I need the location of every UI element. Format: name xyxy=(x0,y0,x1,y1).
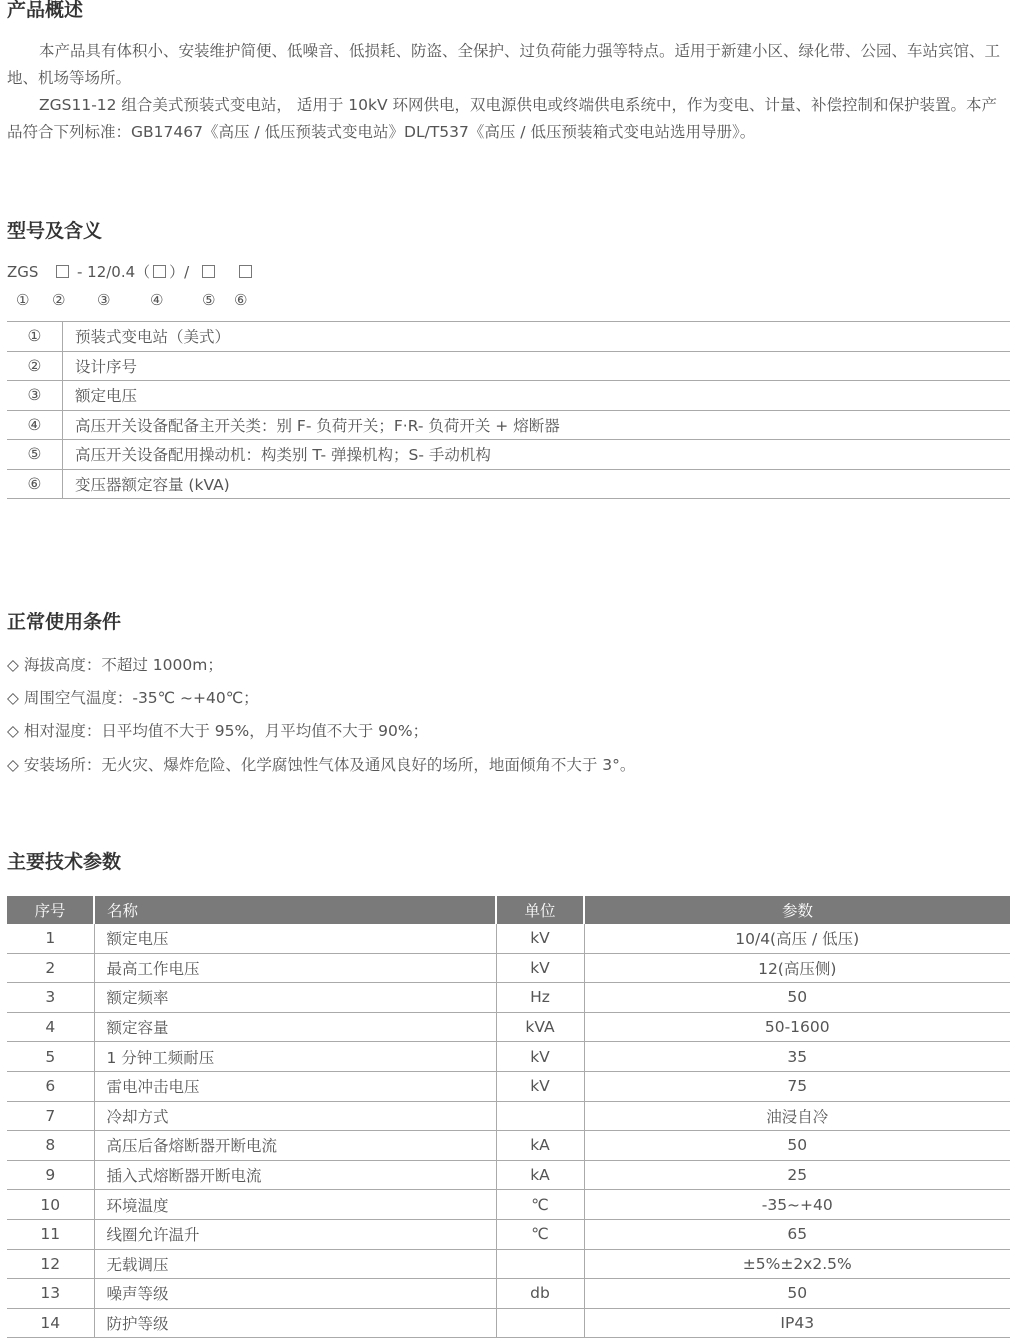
cell-value: -35~+40 xyxy=(584,1190,1010,1220)
cell-index: 5 xyxy=(7,1042,94,1072)
table-row xyxy=(7,1160,1010,1190)
condition-item: ◇ 相对湿度：日平均值不大于 95%，月平均值不大于 90%； xyxy=(7,722,429,740)
cell-unit: kA xyxy=(496,1160,584,1190)
table-row xyxy=(7,1071,1010,1101)
cell-name: 冷却方式 xyxy=(94,1101,496,1131)
conditions-title: 正常使用条件 xyxy=(7,611,122,633)
overview-paragraph-1: 本产品具有体积小、安装维护简便、低噪音、低损耗、防盗、全保护、过负荷能力强等特点。适用于新建小区、绿化带、公园、车站宾馆、工地、机场等场所。 xyxy=(7,42,1001,87)
table-row xyxy=(7,322,1010,352)
cell-unit: kA xyxy=(496,1131,584,1161)
cell-index: 11 xyxy=(7,1219,94,1249)
cell-index: 3 xyxy=(7,983,94,1013)
row-number: ④ xyxy=(7,410,63,440)
cell-value: ±5%±2x2.5% xyxy=(584,1249,1010,1279)
cell-index: 12 xyxy=(7,1249,94,1279)
table-row xyxy=(7,983,1010,1013)
cell-value: 25 xyxy=(584,1160,1010,1190)
model-title: 型号及含义 xyxy=(7,220,103,242)
cell-value: 12(高压侧) xyxy=(584,953,1010,983)
cell-index: 2 xyxy=(7,953,94,983)
cell-name: 环境温度 xyxy=(94,1190,496,1220)
condition-item: ◇ 海拔高度：不超过 1000m； xyxy=(7,656,223,674)
params-table xyxy=(7,896,1010,1338)
table-row xyxy=(7,1012,1010,1042)
cell-unit xyxy=(496,1249,584,1279)
table-row xyxy=(7,410,1010,440)
model-close: ）/ xyxy=(169,263,190,281)
cell-index: 6 xyxy=(7,1071,94,1101)
cell-name: 插入式熔断器开断电流 xyxy=(94,1160,496,1190)
cell-name: 额定容量 xyxy=(94,1012,496,1042)
cell-index: 14 xyxy=(7,1308,94,1338)
cell-unit xyxy=(496,1308,584,1338)
placeholder-box-icon xyxy=(202,265,215,278)
placeholder-box-icon xyxy=(153,265,166,278)
model-prefix: ZGS xyxy=(7,263,39,281)
table-row xyxy=(7,1131,1010,1161)
model-circle-4: ④ xyxy=(150,291,164,309)
row-text: 高压开关设备配用操动机：构类别 T- 弹操机构；S- 手动机构 xyxy=(63,440,1011,470)
cell-value: 65 xyxy=(584,1219,1010,1249)
table-row xyxy=(7,1101,1010,1131)
cell-value: 50 xyxy=(584,1131,1010,1161)
cell-index: 1 xyxy=(7,924,94,953)
params-title: 主要技术参数 xyxy=(7,851,122,873)
table-row xyxy=(7,381,1010,411)
model-circle-5: ⑤ xyxy=(202,291,216,309)
cell-index: 8 xyxy=(7,1131,94,1161)
table-row xyxy=(7,351,1010,381)
cell-name: 噪声等级 xyxy=(94,1279,496,1309)
cell-index: 10 xyxy=(7,1190,94,1220)
model-circle-3: ③ xyxy=(97,291,111,309)
cell-name: 防护等级 xyxy=(94,1308,496,1338)
model-code xyxy=(7,260,255,284)
table-row xyxy=(7,1308,1010,1338)
cell-value: 75 xyxy=(584,1071,1010,1101)
cell-name: 最高工作电压 xyxy=(94,953,496,983)
cell-unit: kV xyxy=(496,1042,584,1072)
cell-value: 35 xyxy=(584,1042,1010,1072)
row-number: ⑥ xyxy=(7,469,63,499)
table-row xyxy=(7,1279,1010,1309)
table-header-row xyxy=(7,896,1010,924)
model-circle-6: ⑥ xyxy=(234,291,248,309)
placeholder-box-icon xyxy=(56,265,69,278)
table-row xyxy=(7,924,1010,953)
cell-name: 额定频率 xyxy=(94,983,496,1013)
cell-unit: db xyxy=(496,1279,584,1309)
row-text: 变压器额定容量 (kVA) xyxy=(63,469,1011,499)
table-row xyxy=(7,1249,1010,1279)
cell-name: 雷电冲击电压 xyxy=(94,1071,496,1101)
model-mid: - 12/0.4（ xyxy=(76,263,151,281)
cell-name: 线圈允许温升 xyxy=(94,1219,496,1249)
table-row xyxy=(7,1219,1010,1249)
condition-item: ◇ 安装场所：无火灾、爆炸危险、化学腐蚀性气体及通风良好的场所，地面倾角不大于 3°。 xyxy=(7,756,636,774)
cell-index: 4 xyxy=(7,1012,94,1042)
header-unit: 单位 xyxy=(496,896,584,924)
cell-unit xyxy=(496,1101,584,1131)
header-name: 名称 xyxy=(94,896,496,924)
row-number: ③ xyxy=(7,381,63,411)
overview-text xyxy=(7,38,1011,146)
cell-value: 50 xyxy=(584,1279,1010,1309)
cell-index: 13 xyxy=(7,1279,94,1309)
placeholder-box-icon xyxy=(239,265,252,278)
cell-value: 50-1600 xyxy=(584,1012,1010,1042)
cell-index: 7 xyxy=(7,1101,94,1131)
cell-name: 高压后备熔断器开断电流 xyxy=(94,1131,496,1161)
row-number: ⑤ xyxy=(7,440,63,470)
model-circle-1: ① xyxy=(16,291,30,309)
overview-paragraph-2: ZGS11-12 组合美式预装式变电站， 适用于 10kV 环网供电，双电源供电或终端供电系统中，作为变电、计量、补偿控制和保护装置。本产品符合下列标准：GB17467《高压 / 低压预装式变电站》DL/T537《高压 / 低压预装箱式变电站选用导册》。 xyxy=(7,96,998,141)
row-number: ① xyxy=(7,322,63,352)
row-text: 设计序号 xyxy=(63,351,1011,381)
row-text: 高压开关设备配备主开关类：别 F- 负荷开关；F·R- 负荷开关 + 熔断器 xyxy=(63,410,1011,440)
overview-title: 产品概述 xyxy=(7,0,84,21)
cell-name: 1 分钟工频耐压 xyxy=(94,1042,496,1072)
header-value: 参数 xyxy=(584,896,1010,924)
row-text: 额定电压 xyxy=(63,381,1011,411)
table-row xyxy=(7,1190,1010,1220)
condition-item: ◇ 周围空气温度：-35℃ ~+40℃； xyxy=(7,689,259,707)
cell-unit: Hz xyxy=(496,983,584,1013)
table-row xyxy=(7,953,1010,983)
table-row xyxy=(7,440,1010,470)
cell-value: 油浸自冷 xyxy=(584,1101,1010,1131)
cell-value: 50 xyxy=(584,983,1010,1013)
table-row xyxy=(7,469,1010,499)
cell-name: 额定电压 xyxy=(94,924,496,953)
table-row xyxy=(7,1042,1010,1072)
cell-unit: kV xyxy=(496,953,584,983)
model-circle-2: ② xyxy=(52,291,66,309)
cell-value: IP43 xyxy=(584,1308,1010,1338)
cell-unit: ℃ xyxy=(496,1190,584,1220)
header-index: 序号 xyxy=(7,896,94,924)
row-text: 预装式变电站（美式） xyxy=(63,322,1011,352)
cell-unit: ℃ xyxy=(496,1219,584,1249)
cell-name: 无载调压 xyxy=(94,1249,496,1279)
row-number: ② xyxy=(7,351,63,381)
model-meaning-table xyxy=(7,321,1010,499)
cell-value: 10/4(高压 / 低压) xyxy=(584,924,1010,953)
cell-unit: kVA xyxy=(496,1012,584,1042)
cell-index: 9 xyxy=(7,1160,94,1190)
cell-unit: kV xyxy=(496,924,584,953)
cell-unit: kV xyxy=(496,1071,584,1101)
